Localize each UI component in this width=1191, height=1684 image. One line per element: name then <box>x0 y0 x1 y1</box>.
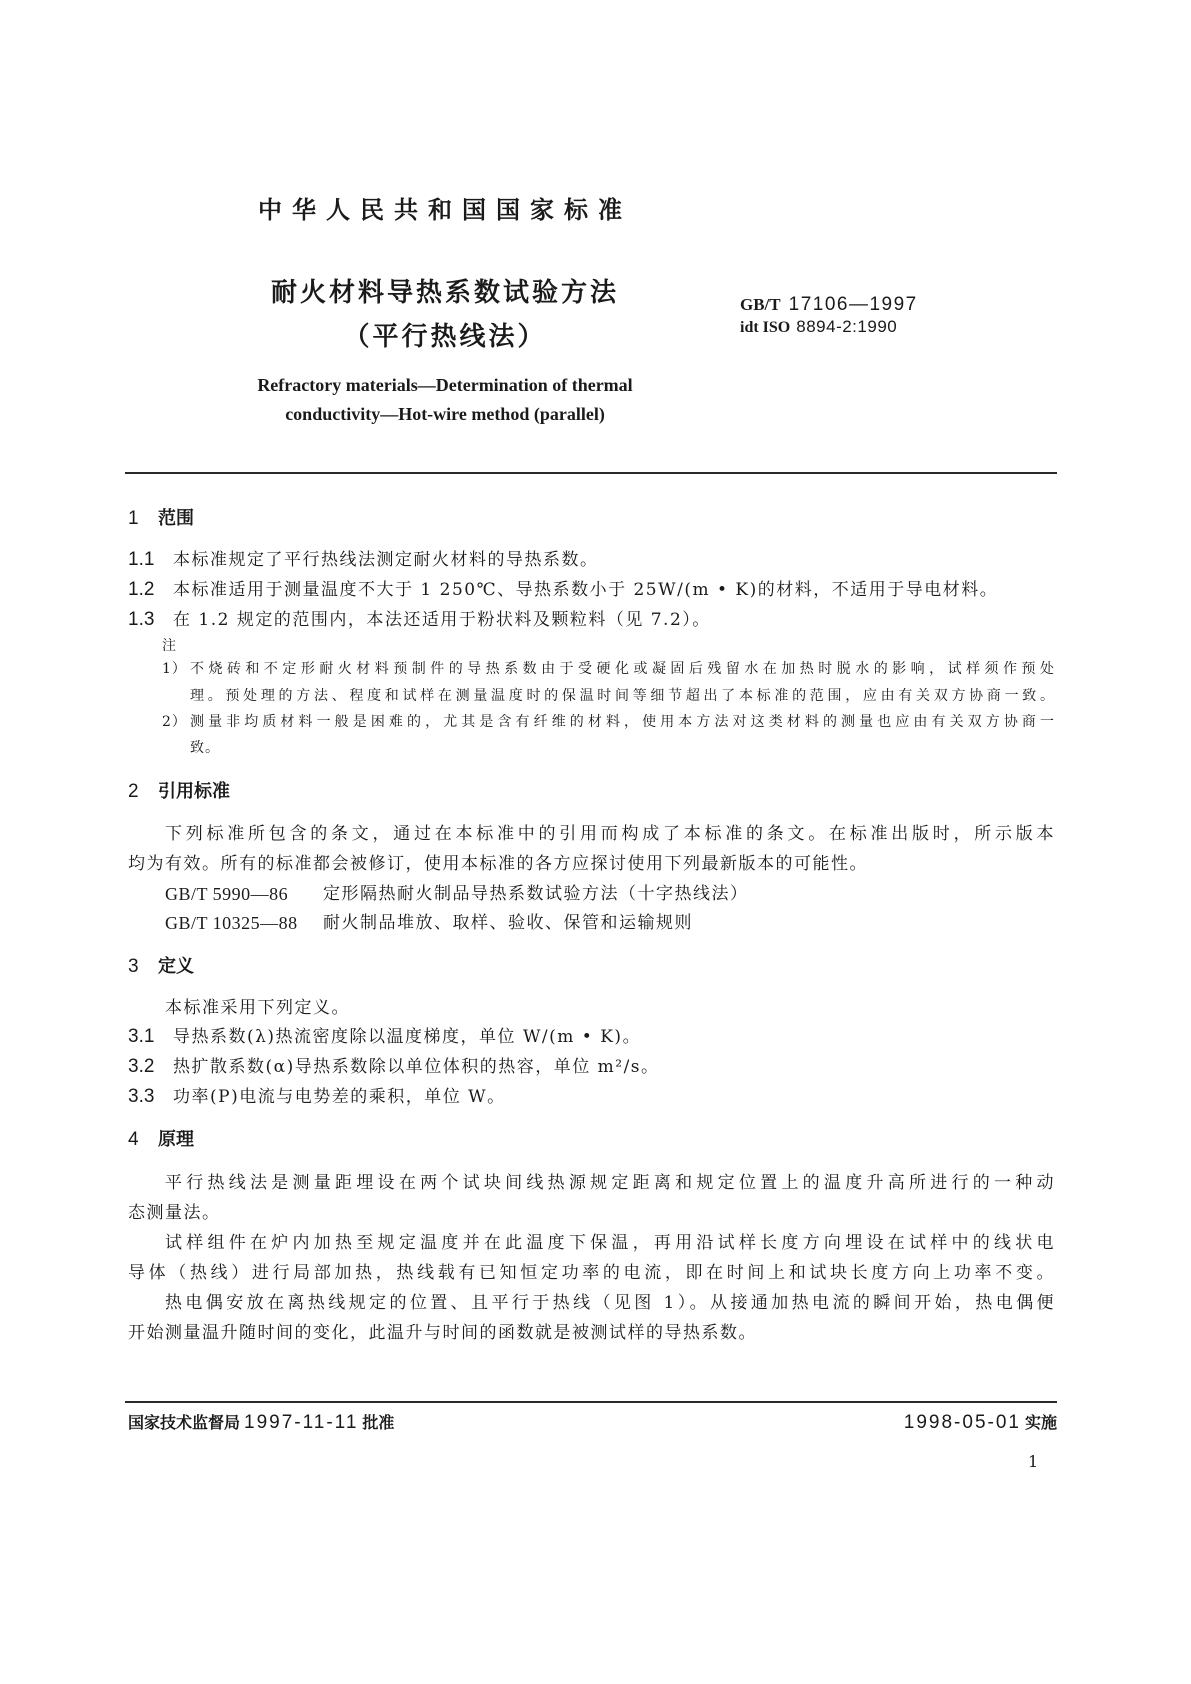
national-standard-heading: 中华人民共和国国家标准 <box>258 195 632 224</box>
clause-number: 1.3 <box>128 609 155 630</box>
clause-text: 在 1.2 规定的范围内，本法还适用于粉状料及颗粒料（见 7.2）。 <box>173 610 711 630</box>
paragraph-line: 导体（热线）进行局部加热，热线载有已知恒定功率的电流，即在时间上和试块长度方向上功率不变。 <box>128 1263 1055 1283</box>
section-number: 2 <box>128 781 139 802</box>
section-title: 范围 <box>158 508 194 529</box>
clause-text: 功率(P)电流与电势差的乘积，单位 W。 <box>173 1087 506 1107</box>
clause-1-3 <box>128 608 1055 632</box>
effective-date: 1998-05-01 <box>903 1412 1021 1433</box>
page-number: 1 <box>1028 1452 1039 1471</box>
clause-text: 本标准适用于测量温度不大于 1 250℃、导热系数小于 25W/(m • K)的材料，不适用于导电材料。 <box>173 580 999 600</box>
iso-equivalence <box>740 316 1060 339</box>
approval-date: 1997-11-11 <box>244 1412 359 1433</box>
clause-text: 热扩散系数(α)导热系数除以单位体积的热容，单位 m²/s。 <box>173 1057 660 1077</box>
clause-text: 本标准规定了平行热线法测定耐火材料的导热系数。 <box>173 550 599 570</box>
header-divider <box>125 472 1057 474</box>
paragraph-line: 态测量法。 <box>128 1203 221 1223</box>
note-2-line-1 <box>162 712 1055 732</box>
clause-number: 3.1 <box>128 1026 155 1047</box>
effective-line <box>757 1410 1057 1436</box>
paragraph-line: 平行热线法是测量距埋设在两个试块间线热源规定距离和规定位置上的温度升高所进行的一种动 <box>165 1173 1055 1193</box>
standard-number <box>740 294 1060 316</box>
reference-1 <box>165 882 1055 906</box>
clause-number: 3.3 <box>128 1086 155 1107</box>
clause-1-1 <box>128 548 1055 572</box>
section-number: 3 <box>128 956 139 977</box>
title-cn-main: 耐火材料导热系数试验方法 <box>270 278 619 308</box>
note-1-line-2: 理。预处理的方法、程度和试样在测量温度时的保温时间等细节超出了本标准的范围，应由有关双方协商一致。 <box>190 688 1055 704</box>
footer-divider <box>125 1401 1057 1403</box>
section-number: 1 <box>128 508 139 529</box>
iso-code: 8894-2:1990 <box>796 317 898 336</box>
reference-code: GB/T 10325—88 <box>165 913 298 933</box>
reference-2 <box>165 911 1055 935</box>
note-number: 1） <box>162 661 187 677</box>
paragraph-line: 均为有效。所有的标准都会被修订，使用本标准的各方应探讨使用下列最新版本的可能性。 <box>128 854 868 874</box>
approval-line <box>128 1410 394 1436</box>
iso-prefix: idt ISO <box>740 319 791 336</box>
section-title: 定义 <box>158 956 194 977</box>
title-en-line-2: conductivity—Hot-wire method (parallel) <box>285 404 605 424</box>
paragraph-line: 开始测量温升随时间的变化，此温升与时间的函数就是被测试样的导热系数。 <box>128 1323 757 1343</box>
clause-number: 3.2 <box>128 1056 155 1077</box>
paragraph-line: 下列标准所包含的条文，通过在本标准中的引用而构成了本标准的条文。在标准出版时，所示版本 <box>165 824 1055 844</box>
section-title: 引用标准 <box>158 781 230 802</box>
note-label: 注 <box>162 638 176 654</box>
issuer: 国家技术监督局 <box>128 1413 241 1432</box>
note-1-line-1 <box>162 659 1055 679</box>
clause-3-2 <box>128 1055 1055 1079</box>
standard-code-prefix: GB/T <box>740 295 781 314</box>
clause-3-3 <box>128 1085 1055 1109</box>
section-heading-3 <box>128 955 728 979</box>
title-en-line-1: Refractory materials—Determination of thermal <box>257 375 633 395</box>
section-heading-1 <box>128 507 728 531</box>
clause-number: 1.2 <box>128 579 155 600</box>
approval-label: 批准 <box>362 1413 395 1432</box>
clause-number: 1.1 <box>128 549 155 570</box>
clause-1-2 <box>128 578 1055 602</box>
title-cn-sub: （平行热线法） <box>343 322 547 352</box>
section-heading-2 <box>128 780 728 804</box>
clause-3-1 <box>128 1025 1055 1049</box>
standard-code: 17106—1997 <box>788 294 918 315</box>
reference-code: GB/T 5990—86 <box>165 884 289 904</box>
reference-title: 耐火制品堆放、取样、验收、保管和运输规则 <box>323 913 693 933</box>
reference-title: 定形隔热耐火制品导热系数试验方法（十字热线法） <box>323 884 749 904</box>
note-text: 不烧砖和不定形耐火材料预制件的导热系数由于受硬化或凝固后残留水在加热时脱水的影响，试样须作预处 <box>190 661 1055 677</box>
section-title: 原理 <box>158 1129 194 1150</box>
effective-label: 实施 <box>1024 1413 1057 1432</box>
note-2-line-2: 致。 <box>190 740 220 756</box>
clause-text: 导热系数(λ)热流密度除以温度梯度，单位 W/(m • K)。 <box>173 1027 642 1047</box>
section-heading-4 <box>128 1128 728 1152</box>
paragraph-line: 热电偶安放在离热线规定的位置、且平行于热线（见图 1）。从接通加热电流的瞬间开始，热电偶便 <box>165 1293 1055 1313</box>
definitions-intro: 本标准采用下列定义。 <box>165 998 350 1018</box>
note-text: 测量非均质材料一般是困难的，尤其是含有纤维的材料，使用本方法对这类材料的测量也应由有关双方协商一 <box>190 714 1055 730</box>
section-number: 4 <box>128 1129 139 1150</box>
paragraph-line: 试样组件在炉内加热至规定温度并在此温度下保温，再用沿试样长度方向埋设在试样中的线状电 <box>165 1233 1055 1253</box>
note-number: 2） <box>162 714 187 730</box>
